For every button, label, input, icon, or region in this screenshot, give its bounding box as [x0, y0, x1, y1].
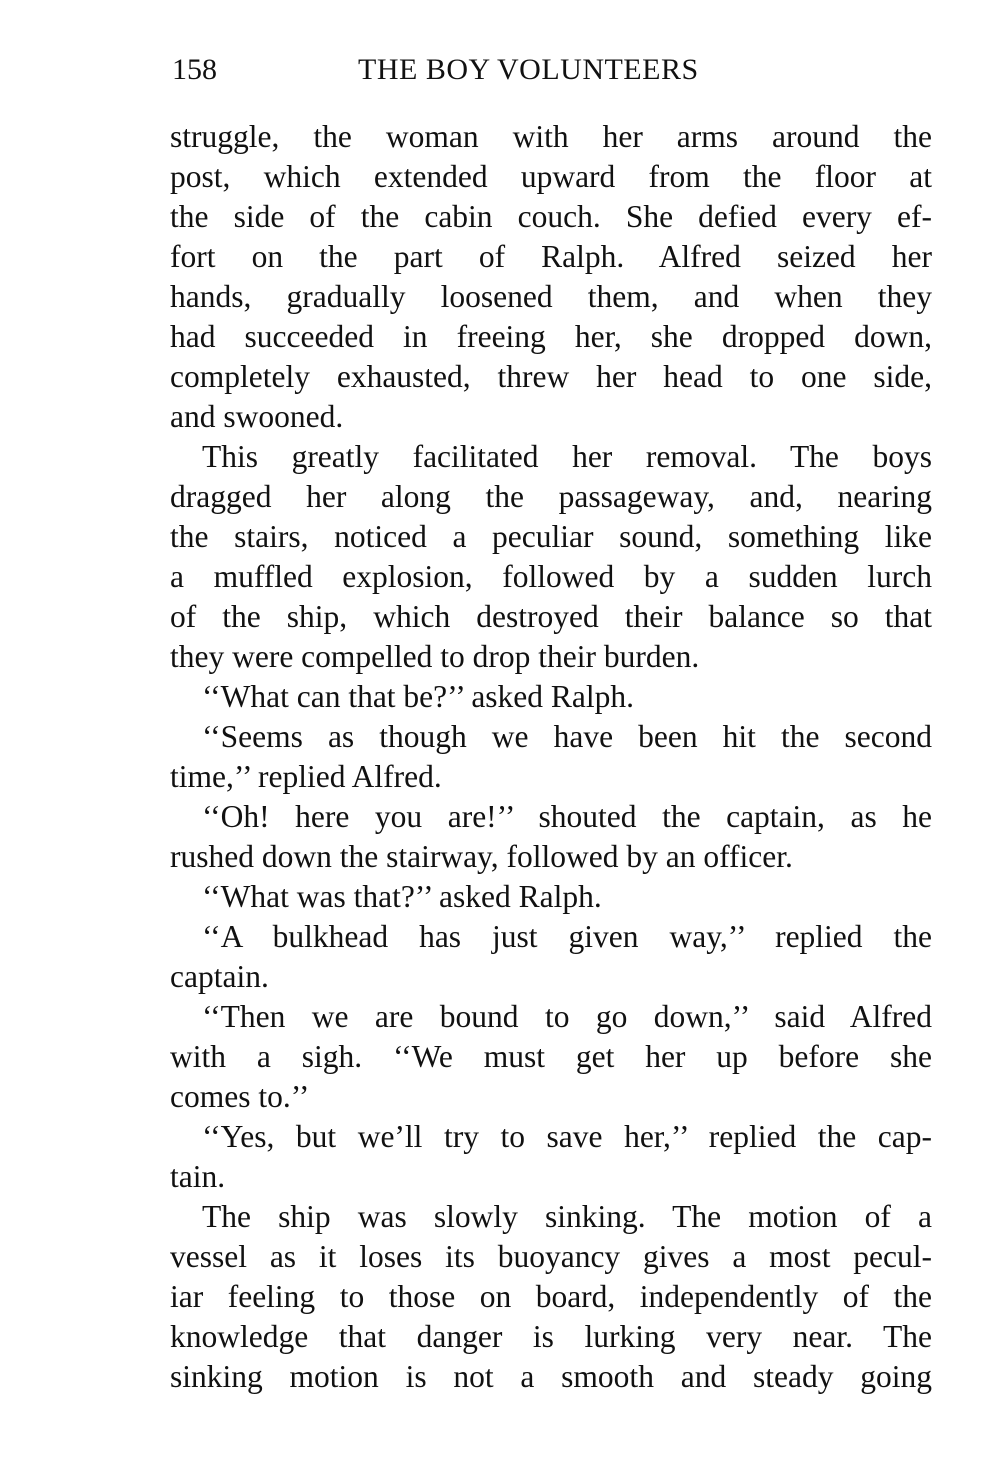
text-line: and swooned.	[170, 399, 344, 434]
text-line: a muffled explosion, followed by a sudden lurch	[170, 559, 932, 594]
text-line: The ship was slowly sinking. The motion of a	[202, 1199, 932, 1234]
text-line: struggle, the woman with her arms around the	[170, 119, 932, 154]
text-line: captain.	[170, 959, 269, 994]
text-line: knowledge that danger is lurking very near. The	[170, 1319, 932, 1354]
page-number: 158	[172, 53, 217, 86]
text-line: sinking motion is not a smooth and steady going	[170, 1359, 932, 1394]
text-line: completely exhausted, threw her head to one side,	[170, 359, 932, 394]
text-line: post, which extended upward from the floor at	[170, 159, 932, 194]
text-line: iar feeling to those on board, independently of the	[170, 1279, 932, 1314]
text-line: ‘‘Yes, but we’ll try to save her,’’ replied the cap-	[202, 1119, 932, 1154]
text-line: they were compelled to drop their burden.	[170, 639, 700, 674]
text-line: of the ship, which destroyed their balance so that	[170, 599, 932, 634]
text-line: ‘‘What was that?’’ asked Ralph.	[202, 879, 602, 914]
text-line: dragged her along the passageway, and, nearing	[170, 479, 932, 514]
text-line: rushed down the stairway, followed by an officer.	[170, 839, 793, 874]
text-line: the stairs, noticed a peculiar sound, something like	[170, 519, 932, 554]
text-line: This greatly facilitated her removal. The boys	[202, 439, 932, 474]
text-line: tain.	[170, 1159, 226, 1194]
text-line: fort on the part of Ralph. Alfred seized her	[170, 239, 932, 274]
text-line: vessel as it loses its buoyancy gives a most pecul-	[170, 1239, 932, 1274]
page-header	[172, 52, 932, 88]
text-line: ‘‘Then we are bound to go down,’’ said Alfred	[202, 999, 932, 1034]
text-line: ‘‘What can that be?’’ asked Ralph.	[202, 679, 635, 714]
text-line: the side of the cabin couch. She defied every ef-	[170, 199, 932, 234]
text-line: had succeeded in freeing her, she dropped down,	[170, 319, 932, 354]
body-text	[170, 117, 932, 1397]
running-head: THE BOY VOLUNTEERS	[358, 53, 699, 86]
text-line: ‘‘A bulkhead has just given way,’’ replied the	[202, 919, 932, 954]
text-line: time,’’ replied Alfred.	[170, 759, 442, 794]
text-line: with a sigh. ‘‘We must get her up before she	[170, 1039, 932, 1074]
text-line: hands, gradually loosened them, and when they	[170, 279, 932, 314]
text-line: comes to.’’	[170, 1079, 310, 1114]
text-line: ‘‘Seems as though we have been hit the second	[202, 719, 932, 754]
text-line: ‘‘Oh! here you are!’’ shouted the captain, as he	[202, 799, 932, 834]
